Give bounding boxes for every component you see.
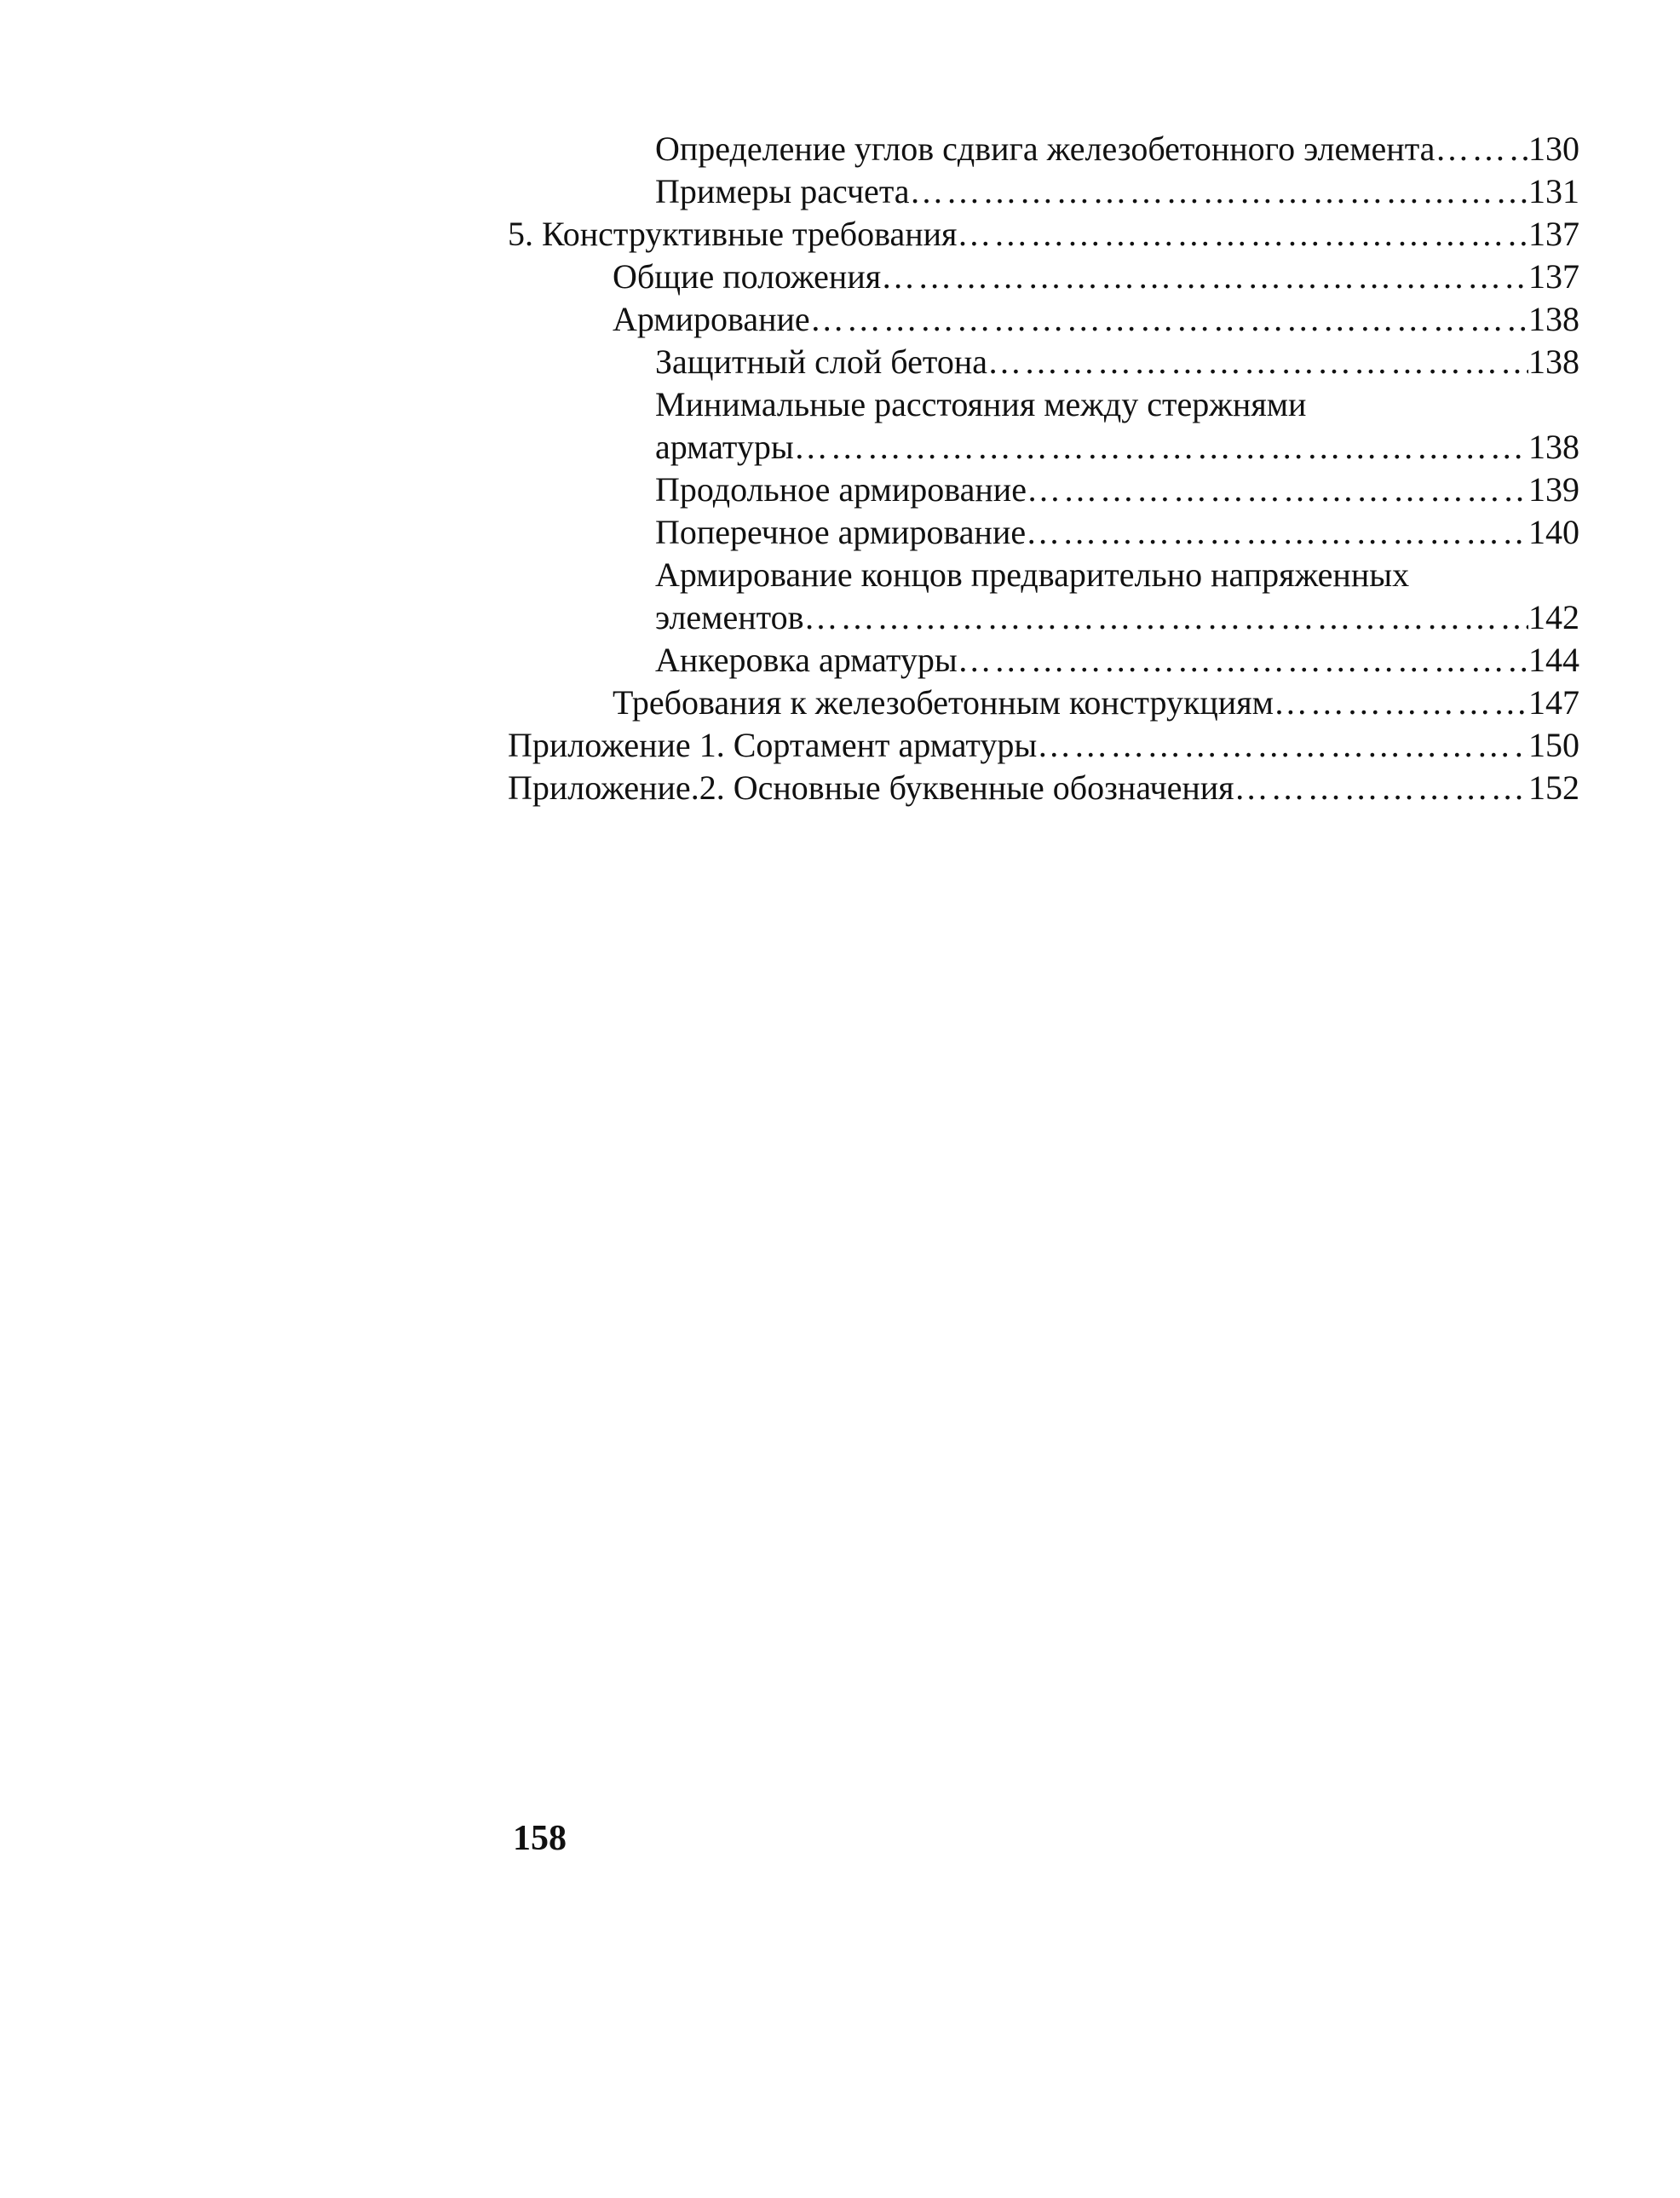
toc-leader-dots: [987, 341, 1528, 383]
toc-entry-page: 147: [1528, 683, 1579, 722]
toc-entry-line: [655, 469, 1579, 511]
toc-leader-dots: [957, 213, 1528, 256]
toc-entry-title: арматуры: [655, 428, 794, 466]
toc-entry-page: 139: [1528, 470, 1579, 509]
toc-leader-dots: [1274, 682, 1528, 724]
toc-entry-title-line: Минимальные расстояния между стержнями: [655, 385, 1307, 423]
toc-entry: [508, 511, 1579, 554]
toc-entry-title: Общие положения: [613, 257, 882, 296]
toc-entry-page: 137: [1528, 215, 1579, 253]
toc-entry: [508, 298, 1579, 341]
toc-leader-dots: [1037, 724, 1528, 767]
toc-entry-line: [613, 256, 1579, 298]
toc-leader-dots: [810, 298, 1528, 341]
toc-entry: [508, 256, 1579, 298]
toc-entry-page: 138: [1528, 428, 1579, 466]
toc-entry-page: 138: [1528, 300, 1579, 338]
toc-leader-dots: [803, 596, 1528, 639]
toc-entry-page: 152: [1528, 768, 1579, 807]
toc-entry-line: [508, 724, 1579, 767]
toc-leader-dots: [1435, 128, 1528, 170]
toc-entry: [508, 383, 1579, 469]
toc-entry-line: [508, 767, 1579, 809]
toc-leader-dots: [881, 256, 1528, 298]
toc-entry-title: Приложение 1. Сортамент арматуры: [508, 726, 1038, 764]
toc-entry-line: [655, 341, 1579, 383]
toc-leader-dots: [910, 170, 1528, 213]
table-of-contents: [508, 128, 1579, 809]
toc-entry-page: 140: [1528, 513, 1579, 551]
toc-entry-title: Приложение.2. Основные буквенные обозначения: [508, 768, 1234, 807]
toc-entry: [508, 341, 1579, 383]
toc-leader-dots: [1234, 767, 1528, 809]
toc-entry-title: Примеры расчета: [655, 172, 910, 210]
toc-entry-title: элементов: [655, 598, 804, 636]
toc-entry-title: Армирование: [613, 300, 810, 338]
toc-entry: [508, 724, 1579, 767]
toc-entry-line: [655, 170, 1579, 213]
toc-entry-title: Анкеровка арматуры: [655, 641, 958, 679]
toc-entry-line: [508, 213, 1579, 256]
toc-entry-line: [655, 426, 1579, 469]
toc-leader-dots: [958, 639, 1528, 682]
toc-leader-dots: [1027, 469, 1528, 511]
toc-entry-page: 138: [1528, 342, 1579, 381]
toc-entry: [508, 170, 1579, 213]
toc-entry-title: Защитный слой бетона: [655, 342, 987, 381]
toc-entry-title: Продольное армирование: [655, 470, 1027, 509]
toc-entry-page: 130: [1528, 129, 1579, 168]
toc-entry-title: Требования к железобетонным конструкциям: [613, 683, 1274, 722]
toc-leader-dots: [1026, 511, 1528, 554]
toc-entry-page: 142: [1528, 598, 1579, 636]
toc-entry-line: [613, 298, 1579, 341]
toc-entry: [508, 128, 1579, 170]
toc-entry: [508, 469, 1579, 511]
toc-entry-title: Определение углов сдвига железобетонного элемента: [655, 129, 1435, 168]
toc-entry-line: [655, 639, 1579, 682]
toc-entry-title-line: Армирование концов предварительно напряженных: [655, 555, 1410, 594]
toc-entry-title: Поперечное армирование: [655, 513, 1027, 551]
toc-entry-line: [613, 682, 1579, 724]
toc-entry-page: 150: [1528, 726, 1579, 764]
page-number: 158: [513, 1819, 567, 1858]
toc-entry: [508, 767, 1579, 809]
toc-entry: [508, 554, 1579, 639]
toc-entry-page: 144: [1528, 641, 1579, 679]
toc-entry-line: [655, 511, 1579, 554]
toc-entry: [508, 682, 1579, 724]
toc-entry-line: [655, 128, 1579, 170]
toc-entry-title: 5. Конструктивные требования: [508, 215, 958, 253]
toc-entry-page: 131: [1528, 172, 1579, 210]
toc-leader-dots: [794, 426, 1528, 469]
toc-entry: [508, 639, 1579, 682]
toc-entry: [508, 213, 1579, 256]
toc-entry-line: [655, 596, 1579, 639]
toc-entry-page: 137: [1528, 257, 1579, 296]
